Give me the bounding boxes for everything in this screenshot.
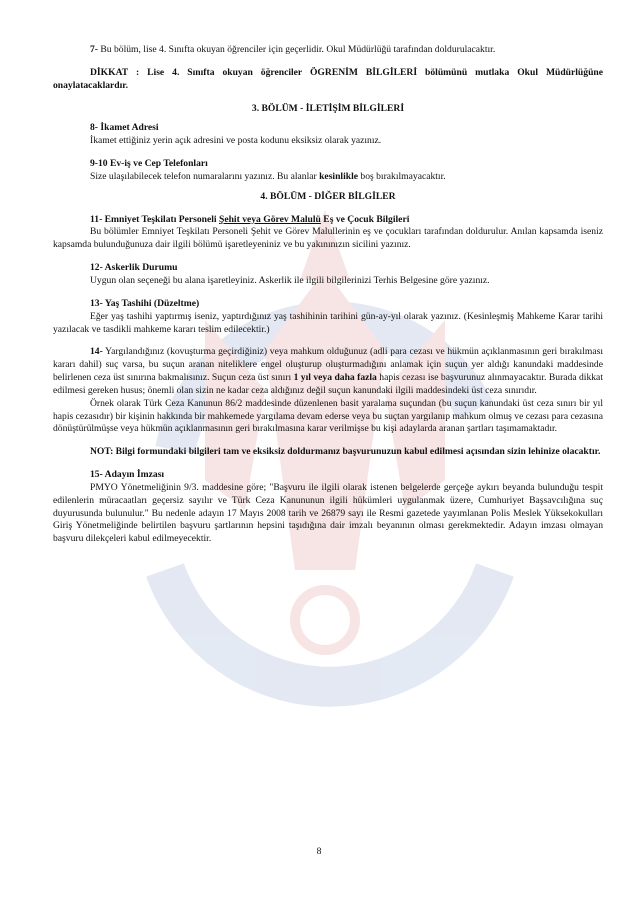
section-7-text: Bu bölüm, lise 4. Sınıfta okuyan öğrenciler için geçerlidir. Okul Müdürlüğü tarafından doldurulacaktır. xyxy=(98,44,496,55)
section-13-title: 13- Yaş Tashihi (Düzeltme) xyxy=(90,297,200,309)
section-12-text: Uygun olan seçeneği bu alana işaretleyiniz. Askerlik ile ilgili bilgilerinizi Terhis Belgesine göre yazınız. xyxy=(90,274,490,286)
heading-section-4: 4. BÖLÜM - DİĞER BİLGİLER xyxy=(260,190,396,202)
section-11-text: Bu bölümler Emniyet Teşkilatı Personeli Şehit ve Görev Malullerinin eş ve çocukları tarafından doldurulur. Anılan kapsamda iseniz kapsamda bulunduğunuza dair ilgili bölümü işaretleyeniniz ve bu yakınınızın sicilini yazınız. xyxy=(53,226,603,251)
dikkat-notice xyxy=(53,67,603,93)
section-14-emphasis: 1 yıl veya daha fazla xyxy=(293,372,377,384)
section-7 xyxy=(53,44,603,57)
section-11-title: 11- Emniyet Teşkilatı Personeli Şehit veya Görev Malulü Eş ve Çocuk Bilgileri xyxy=(90,213,410,225)
section-12-title: 12- Askerlik Durumu xyxy=(90,262,178,274)
section-9-10-text: Size ulaşılabilecek telefon numaralarını yazınız. Bu alanlar kesinlikle boş bırakılmayacaktır. xyxy=(90,170,446,182)
dikkat-text: DİKKAT : Lise 4. Sınıfta okuyan öğrenciler ÖGRENİM BİLGİLERİ bölümünü mutlaka Okul Müdürlüğüne onaylatacaklardır. xyxy=(53,66,603,91)
section-15-title: 15- Adayın İmzası xyxy=(90,469,165,481)
section-7-number: 7- xyxy=(90,44,98,55)
section-15-text: PMYO Yönetmeliğinin 9/3. maddesine göre; "Başvuru ile ilgili olarak istenen belgelerde gerçeğe aykırı beyanda bulunduğu tespit edilenlerin müracaatları geçersiz sayılır ve Türk Ceza Kanununun ilgili hükümleri uygulanmak üzere, Cumhuriyet Başsavcılığına suç duyurusunda bulunulur." Bu nedenle adayın 17 Mayıs 2008 tarih ve 26879 sayı ile Resmi gazetede yayımlanan Polis Meslek Yüksekokulları Giriş Yönetmeliğinde belirtilen başvuru şartlarının hepsini taşıdığına dair imzalı beyanının olması gerekmektedir. Adayın imzası olmayan başvuru dilekçeleri kabul edilmeyecektir. xyxy=(53,481,603,545)
page-number: 8 xyxy=(316,846,322,857)
section-8-text: İkamet ettiğiniz yerin açık adresini ve posta kodunu eksiksiz olarak yazınız. xyxy=(90,135,382,147)
section-9-10-title: 9-10 Ev-iş ve Cep Telefonları xyxy=(90,158,208,170)
section-14-text: 14- Yargılandığınız (kovuşturma geçirdiğiniz) veya mahkum olduğunuz (adli para cezası ve hükmün açıklanmasının geri bırakılması kararı dahil) suç varsa, bu suçun aranan niteliklere engel oluşturup oluşturmadığını anlamak için suçun yer aldığı kanundaki maddesinde belirlenen ceza üst sınırına bakmalısınız. Suçun ceza üst sınırı 1 yıl veya daha fazla hapis cezası ise başvurunuz alınmayacaktır. Burada dikkat edilmesi gereken husus; önemli olan sizin ne kadar ceza aldığınız değil suçun kanundaki ilgili maddesindeki üst ceza sınırıdır. xyxy=(53,346,603,396)
section-13-text: Eğer yaş tashihi yaptırmış iseniz, yaptırdığınız yaş tashihinin tarihini gün-ay-yıl olarak yazınız. (Kesinleşmiş Mahkeme Karar tarihi yazılacak ve tasdikli mahkeme kararı teslim edilecektir.) xyxy=(53,310,603,335)
section-11-underlined: Şehit veya Görev Malulü xyxy=(219,213,321,225)
section-14-number: 14- xyxy=(90,346,103,358)
document-body xyxy=(53,44,603,546)
note-paragraph: NOT: Bilgi formundaki bilgileri tam ve eksiksiz doldurmanız başvurunuzun kabul edilmesi açısından sizin lehinize olacaktır. xyxy=(90,446,601,458)
section-9-10-emphasis: kesinlikle xyxy=(319,170,359,182)
heading-section-3: 3. BÖLÜM - İLETİŞİM BİLGİLERİ xyxy=(251,102,405,114)
section-8-title: 8- İkamet Adresi xyxy=(90,122,159,134)
section-14-example: Örnek olarak Türk Ceza Kanunun 86/2 maddesinde düzenlenen basit yaralama suçundan (bu suçun kanundaki üst ceza sınırı bir yıl hapis cezasıdır) bir kişinin hakkında bir mahkemede yargılama devam ederse veya bu suçtan yargılanıp mahkum olmuş ve cezası para cezasına dönüştürülmüşse veya hükmün açıklanmasının geri bırakılmasına karar verilmişse bu kişi adaylarda aranan şartları taşımamaktadır. xyxy=(53,397,603,435)
